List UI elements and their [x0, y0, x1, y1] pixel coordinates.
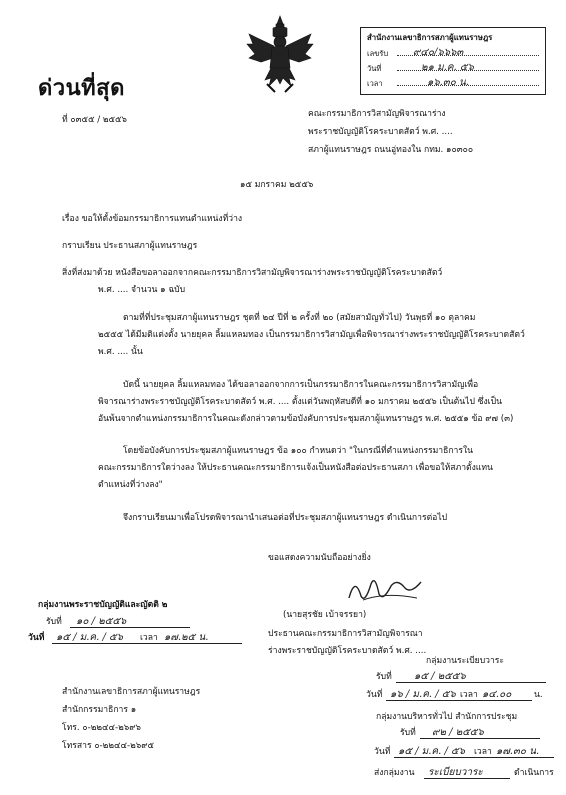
right-stamp2-action: ดำเนินการ: [514, 768, 554, 778]
garuda-emblem-icon: [245, 14, 315, 94]
right-stamp2-title: กลุ่มงานบริหารทั่วไป สำนักการประชุม: [376, 712, 518, 722]
office-footer-3: โทร. ๐-๒๒๔๔-๒๖๙๖: [62, 723, 142, 733]
right-stamp1-time-label: เวลา: [460, 690, 478, 700]
date-line: ๑๕ มกราคม ๒๕๕๖: [240, 180, 314, 190]
right-stamp2-line-2: [394, 757, 554, 758]
right-stamp2-line-3: [424, 778, 510, 779]
signer-title-2: ร่างพระราชบัญญัติโรคระบาดสัตว์ พ.ศ. ....: [268, 646, 427, 656]
left-stamp-line-2: [52, 643, 242, 644]
para3-line-3: ตำแหน่งที่ว่างลง": [98, 480, 163, 490]
stamp-no-label: เลขรับ: [367, 49, 389, 58]
left-stamp-receive-value: ๑๐ / ๒๕๕๖: [76, 616, 127, 627]
right-stamp2-send-label: ส่งกลุ่มงาน: [374, 768, 415, 778]
para2-line-1: บัดนี้ นายยุคล ลิ้มแหลมทอง ได้ขอลาออกจากการเป็นกรรมาธิการในคณะกรรมาธิการวิสามัญเพื่อ: [123, 380, 479, 390]
signer-title-1: ประธานคณะกรรมาธิการวิสามัญพิจารณา: [268, 629, 423, 639]
right-stamp1-line-2: [386, 700, 532, 701]
para3-line-1: โดยข้อบังคับการประชุมสภาผู้แทนราษฎร ข้อ ๑๐๐ กำหนดว่า "ในกรณีที่ตำแหน่งกรรมาธิการใน: [123, 446, 474, 456]
stamp-time-label: เวลา: [367, 79, 383, 88]
right-stamp2-date-label: วันที่: [374, 747, 391, 757]
stamp-date-value: ๒๑ ม.ค. ๕๖: [421, 62, 474, 73]
para1-line-1: ตามที่ที่ประชุมสภาผู้แทนราษฎร ชุดที่ ๒๔ ปีที่ ๒ ครั้งที่ ๒๐ (สมัยสามัญทั่วไป) วันพุธที่ ๑๐ ตุลาคม: [123, 313, 476, 323]
para1-line-3: พ.ศ. .... นั้น: [98, 347, 143, 357]
subject: เรื่อง ขอให้ตั้งข้อมกรรมาธิการแทนตำแหน่งที่ว่าง: [62, 214, 243, 224]
stamp-date-label: วันที่: [367, 64, 382, 73]
right-stamp1-receive-value: ๑๕ / ๒๕๕๖: [414, 671, 466, 682]
stamp-no-value: ๙๔๐/๖๖๖๓: [413, 47, 464, 58]
salutation: กราบเรียน ประธานสภาผู้แทนราษฎร: [62, 241, 198, 251]
sender-address-2: พระราชบัญญัติโรคระบาดสัตว์ พ.ศ. ....: [308, 127, 453, 137]
right-stamp1-time-value: ๑๔.๐๐: [482, 689, 512, 700]
stamp-time-value: ๑๖.๓๐ น.: [427, 77, 470, 88]
receipt-stamp: [360, 27, 546, 95]
sender-address-1: คณะกรรมาธิการวิสามัญพิจารณาร่าง: [308, 109, 446, 119]
signature-image: [345, 572, 425, 606]
right-stamp1-line-1: [396, 682, 546, 683]
left-stamp-title: กลุ่มงานพระราชบัญญัติและญัตติ ๒: [38, 600, 168, 610]
para2-line-2: พิจารณาร่างพระราชบัญญัติโรคระบาดสัตว์ พ.ศ. .... ตั้งแต่วันพฤหัสบดีที่ ๑๐ มกราคม ๒๕๕๖ เป็นต้นไป ซึ่งเป็น: [98, 397, 502, 407]
right-stamp2-time-label: เวลา: [474, 747, 492, 757]
para2-line-3: อันพ้นจากตำแหน่งกรรมาธิการในคณะดังกล่าวตามข้อบังคับการประชุมสภาผู้แทนราษฎร พ.ศ. ๒๕๕๑ ข้อ ๙๗ (๓): [98, 414, 514, 424]
enclosure-line-1: สิ่งที่ส่งมาด้วย หนังสือขอลาออกจากคณะกรรมาธิการวิสามัญพิจารณาร่างพระราชบัญญัติโรคระบาดสัตว์: [62, 268, 443, 278]
right-stamp-1: [360, 656, 560, 712]
left-stamp-date-value: ๑๕ / ม.ค. / ๕๖: [56, 632, 123, 643]
para1-line-2: ๒๕๕๕ ได้มีมติแต่งตั้ง นายยุคล ลิ้มแหลมทอง เป็นกรรมาธิการวิสามัญเพื่อพิจารณาร่างพระราชบัญญัติโรคระบาดสัตว์: [98, 330, 525, 340]
doc-number: ที่ ๐๓๕๕ / ๒๕๕๖: [62, 115, 128, 125]
right-stamp2-receive-label: รับที่: [400, 728, 416, 738]
office-footer-4: โทรสาร ๐-๒๒๔๔-๒๖๙๕: [62, 741, 155, 751]
left-stamp-time-value: ๑๗.๒๕ น.: [164, 632, 209, 643]
left-stamp-time-label: เวลา: [140, 633, 158, 643]
right-stamp2-line-1: [420, 738, 540, 739]
right-stamp2-time-value: ๑๗.๓๐ น.: [496, 746, 540, 757]
signer-name: (นายสุรชัย เบ้าจรรยา): [283, 610, 367, 620]
left-stamp-date-label: วันที่: [28, 633, 45, 643]
right-stamp1-date-value: ๑๖ / ม.ค. / ๕๖: [390, 689, 456, 700]
right-stamp1-receive-label: รับที่: [376, 672, 392, 682]
left-stamp: [24, 600, 246, 646]
enclosure-line-2: พ.ศ. .... จำนวน ๑ ฉบับ: [98, 285, 186, 295]
right-stamp2-send-value: ระเบียบวาระ: [428, 767, 483, 778]
right-stamp2-date-value: ๑๕ / ม.ค. / ๕๖: [398, 746, 465, 757]
stamp-office: สำนักงานเลขาธิการสภาผู้แทนราษฎร: [367, 33, 493, 42]
closing: ขอแสดงความนับถืออย่างยิ่ง: [268, 553, 371, 563]
para3-line-2: คณะกรรมาธิการใดว่างลง ให้ประธานคณะกรรมาธิการแจ้งเป็นหนังสือต่อประธานสภา เพื่อขอให้สภาตั้งแทน: [98, 463, 493, 473]
para4: จึงกราบเรียนมาเพื่อโปรดพิจารณานำเสนอต่อที่ประชุมสภาผู้แทนราษฎร ดำเนินการต่อไป: [123, 513, 448, 523]
left-stamp-line-1: [70, 627, 190, 628]
right-stamp1-date-label: วันที่: [366, 690, 383, 700]
sender-address-3: สภาผู้แทนราษฎร ถนนอู่ทองใน กทม. ๑๐๓๐๐: [308, 145, 474, 155]
right-stamp1-unit: น.: [534, 690, 543, 700]
urgency-label: ด่วนที่สุด: [38, 75, 125, 101]
right-stamp1-title: กลุ่มงานระเบียบวาระ: [426, 656, 505, 666]
right-stamp-2: [368, 712, 562, 790]
right-stamp2-receive-value: ๙๒ / ๒๕๕๖: [432, 727, 484, 738]
office-footer-1: สำนักงานเลขาธิการสภาผู้แทนราษฎร: [62, 687, 201, 697]
left-stamp-receive-label: รับที่: [46, 617, 62, 627]
office-footer-2: สำนักกรรมาธิการ ๑: [62, 705, 137, 715]
